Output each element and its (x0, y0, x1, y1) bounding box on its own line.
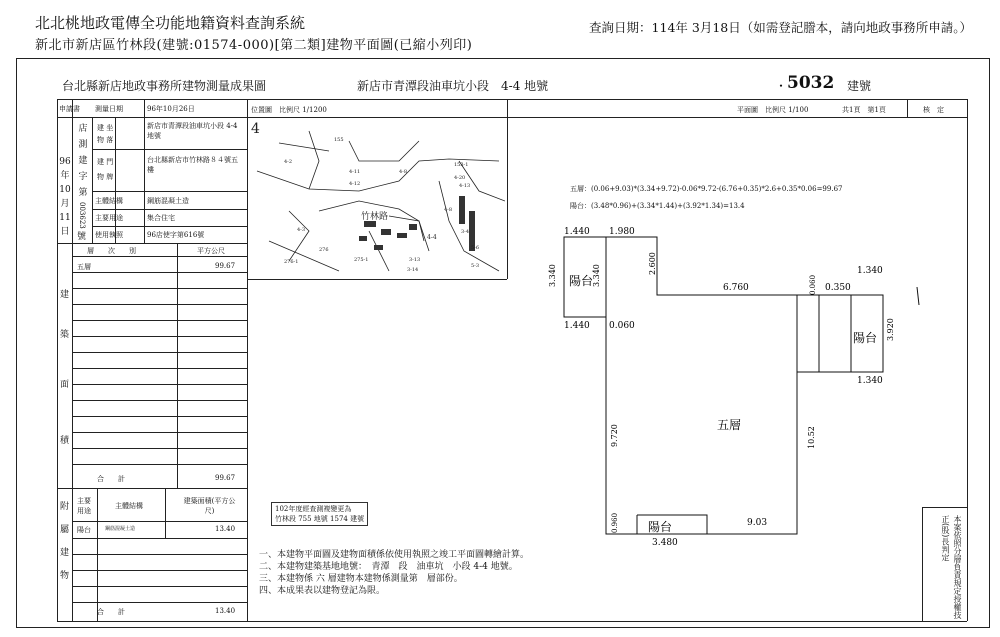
dim-16: 9.03 (747, 518, 768, 528)
door-label-2: 物 牌 (97, 173, 114, 181)
map-num-11: 276 (319, 247, 329, 253)
att-struct-header: 主體結構 (115, 502, 143, 510)
bldg-no: 5032 (787, 73, 835, 93)
note-2: 二、本建物建築基地地號： 青潭 段 油車坑 小段 4-4 地號。 (259, 562, 518, 572)
floor-col-header: 層 次 別 (87, 247, 136, 255)
map-num-17: 5-6 (471, 245, 480, 251)
structure-value: 鋼筋混凝土造 (147, 197, 189, 205)
revision-stamp (271, 502, 368, 526)
dept-chars: 店 測 建 字 第 (78, 124, 88, 198)
attached-label-2: 屬 (60, 525, 70, 535)
note-1: 一、本建物平面圖及建物面積係依使用執照之竣工平面圖轉繪計算。 (259, 550, 530, 560)
balcony-right: 陽台 (853, 331, 878, 345)
dim-1: 1.440 (564, 227, 590, 237)
balcony-bottom: 陽台 (648, 520, 673, 534)
side-label-3: 面 (60, 380, 70, 390)
system-title: 北北桃地政電傳全功能地籍資料查詢系統 (35, 14, 306, 32)
map-num-1: 155 (334, 137, 344, 143)
att-use-header: 主要用途 (77, 497, 91, 515)
structure-label: 主體結構 (95, 197, 123, 205)
balcony-left: 陽台 (569, 274, 594, 288)
location-title: 新店市青潭段油車坑小段 4-4 地號 (357, 79, 549, 93)
door-value: 台北縣新店市竹林路８４號五樓 (147, 156, 238, 174)
loc-map-label: 位置圖 比例尺 1/1200 (251, 106, 327, 114)
dim-5: 2.600 (648, 252, 657, 275)
map-num-3: 4-11 (349, 169, 361, 175)
floor-label: 五層 (717, 418, 742, 432)
map-num-0: 4 (251, 121, 260, 137)
att-total-label: 合 計 (97, 608, 125, 616)
att-struct: 鋼筋混凝土造 (105, 526, 136, 532)
license-value: 96店使字第616號 (147, 231, 205, 239)
map-num-2: 4-2 (284, 159, 293, 165)
map-num-6: 4-12 (349, 181, 361, 187)
attached-label-1: 附 (60, 502, 70, 512)
total-area: 99.67 (215, 474, 236, 482)
note-3: 三、本建物係 六 層建物本建物係測量第 層部份。 (259, 574, 463, 584)
map-num-12: 275-1 (354, 257, 369, 263)
formula-balcony: 陽台：(3.48*0.96)+(3.34*1.44)+(3.92*1.34)=13.4 (570, 202, 745, 210)
location-map (249, 121, 505, 277)
bldg-no-suffix: 建號 (847, 79, 872, 93)
office-title: 台北縣新店地政事務所建物測量成果圖 (62, 79, 267, 93)
dim-10: 1.440 (564, 321, 590, 331)
side-label-4: 積 (60, 436, 70, 446)
area-col-header: 平方公尺 (197, 247, 225, 255)
att-area: 13.40 (215, 525, 236, 533)
map-num-9: 4-8 (444, 207, 453, 213)
use-value: 集合住宅 (147, 214, 175, 222)
dim-17: 0.960 (611, 512, 619, 533)
map-num-5: 153-1 (454, 162, 469, 168)
map-lot: 4-4 (427, 234, 437, 241)
map-num-8: 4-13 (459, 183, 471, 189)
dim-3: 3.340 (548, 264, 557, 287)
door-label: 建 門 (97, 158, 114, 166)
dim-12: 3.920 (886, 318, 895, 341)
attached-label-4: 物 (60, 571, 70, 581)
dim-13: 1.340 (857, 376, 883, 386)
att-area-header: 建築面積(平方公尺) (183, 497, 236, 515)
plan-label: 平面圖 比例尺 1/100 (737, 106, 809, 114)
doc-number: 003623 (78, 202, 86, 229)
page-subtitle: 新北市新店區竹林段(建號:01574-000)[第二類]建物平面圖(已縮小列印) (35, 38, 473, 53)
dim-4: 3.340 (592, 264, 601, 287)
use-label: 主要用途 (95, 214, 123, 222)
license-label: 使用執照 (95, 231, 123, 239)
floor-name: 五層 (77, 263, 91, 271)
site-value: 新店市青潭段油車坑小段 4-4地號 (147, 122, 238, 140)
floor-plan (547, 217, 927, 547)
att-use: 陽台 (77, 526, 91, 534)
pages: 共1頁 第1頁 (842, 106, 886, 114)
site-label-2: 物 落 (97, 136, 114, 144)
total-label: 合 計 (97, 475, 125, 483)
dim-18: 3.480 (652, 538, 678, 547)
vertical-note: 本案依照分層負責規定授權技正(股)長判定 (941, 515, 962, 619)
dim-14: 9.720 (610, 424, 619, 447)
map-num-15: 3-14 (407, 267, 419, 273)
attached-label-3: 建 (60, 548, 70, 558)
query-date: 查詢日期：114年 3月18日（如需登記謄本，請向地政事務所申請。） (589, 20, 972, 35)
date-left: 96 年 10 月 11 日 (59, 157, 71, 237)
dim-2: 1.980 (609, 227, 635, 237)
map-num-13: 276-1 (284, 259, 299, 265)
dim-8: 0.350 (825, 283, 851, 293)
applicant-label: 申請書 (59, 105, 80, 113)
survey-date-label: 測量日期 (95, 105, 123, 113)
dim-9: 1.340 (857, 266, 883, 276)
survey-document (16, 58, 990, 628)
floor-area: 99.67 (215, 262, 236, 270)
dim-7: 0.060 (809, 274, 817, 295)
stamp-line-2: 竹林段 755 地號 1574 建號 (275, 515, 365, 523)
map-num-18: 5-3 (471, 263, 480, 269)
stamp-line-1: 102年度經查測複變更為 (275, 505, 352, 513)
bldg-no-prefix: ・ (775, 79, 788, 93)
survey-date: 96年10月26日 (147, 105, 195, 113)
side-label-1: 建 (60, 290, 70, 300)
site-label: 建 坐 (97, 124, 114, 132)
map-num-14: 3-13 (409, 257, 421, 263)
dim-15: 10.52 (807, 426, 816, 449)
check-label: 核 定 (923, 106, 944, 114)
side-label-2: 築 (60, 330, 70, 340)
formula-fifth-floor: 五層：(0.06+9.03)*(3.34+9.72)-0.06*9.72-(6.76+0.35)*2.6+0.35*0.06=99.67 (570, 185, 843, 193)
map-num-16: 3-4 (461, 229, 470, 235)
map-road: 竹林路 (361, 212, 389, 222)
dim-11: 0.060 (609, 321, 635, 331)
map-num-4: 4-8 (399, 169, 408, 175)
dim-6: 6.760 (723, 283, 749, 293)
note-4: 四、本成果表以建物登記為限。 (259, 586, 386, 596)
map-num-10: 4-3 (297, 227, 306, 233)
map-num-7: 4-20 (454, 175, 466, 181)
att-total: 13.40 (215, 607, 236, 615)
num-suffix: 號 (77, 232, 87, 242)
